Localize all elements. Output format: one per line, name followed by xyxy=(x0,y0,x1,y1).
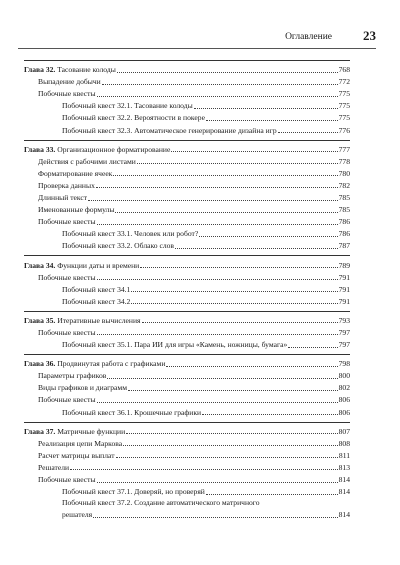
toc-entry-text: Побочные квесты xyxy=(38,89,96,99)
chapter-title: Итеративные вычисления xyxy=(55,315,141,325)
toc-entry-text: Побочный квест 37.1. Доверяй, но проверяй xyxy=(62,487,205,497)
toc-entry-page: 802 xyxy=(338,383,350,393)
toc-entry-text: Именованные формулы xyxy=(38,205,115,215)
toc-entry-text: Побочные квесты xyxy=(38,272,96,282)
dot-leader xyxy=(171,151,337,152)
dot-leader xyxy=(131,291,337,292)
chapter-number: Глава 34. xyxy=(24,260,56,270)
toc-entry[interactable] xyxy=(24,405,350,417)
toc-entry-page: 785 xyxy=(338,205,350,215)
dot-leader xyxy=(278,132,338,133)
toc-entry[interactable] xyxy=(24,203,350,215)
chapter-title: Функции даты и времени xyxy=(55,260,140,270)
toc-entry[interactable] xyxy=(24,239,350,251)
chapter-title: Тасование колоды xyxy=(55,65,116,75)
table-of-contents xyxy=(24,60,350,524)
toc-entry[interactable] xyxy=(24,473,350,485)
chapter-page: 807 xyxy=(338,426,350,436)
toc-chapter xyxy=(24,354,350,417)
toc-entry-text: Расчет матрицы выплат xyxy=(38,450,115,460)
toc-entry[interactable] xyxy=(24,326,350,338)
chapter-label xyxy=(24,65,116,75)
dot-leader xyxy=(137,163,338,164)
toc-entry-page: 800 xyxy=(338,371,350,381)
chapter-number: Глава 32. xyxy=(24,65,56,75)
toc-entry-page: 785 xyxy=(338,193,350,203)
dot-leader xyxy=(96,187,338,188)
toc-entry-page: 775 xyxy=(338,89,350,99)
toc-entry-text: Побочные квесты xyxy=(38,217,96,227)
dot-leader xyxy=(166,366,337,367)
toc-entry-text: Побочный квест 36.1. Крошечные графики xyxy=(62,407,202,417)
chapter-number: Глава 37. xyxy=(24,426,56,436)
toc-entry-text: Побочный квест 34.1 xyxy=(62,284,131,294)
toc-entry[interactable] xyxy=(24,191,350,203)
toc-entry-text: Длинный текст xyxy=(38,193,88,203)
toc-entry-page: 791 xyxy=(338,284,350,294)
toc-entry-page: 780 xyxy=(338,168,350,178)
chapter-title: Матричные функции xyxy=(55,426,126,436)
toc-entry-page: 811 xyxy=(338,450,350,460)
toc-chapter xyxy=(24,140,350,252)
toc-chapter-entry[interactable] xyxy=(24,63,350,75)
toc-entry[interactable] xyxy=(24,99,350,111)
toc-entry-page: 776 xyxy=(338,125,350,135)
toc-entry[interactable] xyxy=(24,75,350,87)
toc-entry-page: 775 xyxy=(338,113,350,123)
toc-entry-text: Форматирование ячеек xyxy=(38,168,113,178)
toc-entry-text: Действия с рабочими листами xyxy=(38,156,136,166)
toc-entry-page: 814 xyxy=(338,475,350,484)
toc-entry-page: 797 xyxy=(338,340,350,350)
dot-leader xyxy=(97,96,338,97)
toc-entry-page: 797 xyxy=(338,327,350,337)
dot-leader xyxy=(97,482,338,483)
dot-leader xyxy=(288,347,337,348)
toc-entry-text: Решатели xyxy=(38,462,70,472)
toc-entry-page: 791 xyxy=(338,296,350,306)
toc-entry-text: Побочный квест 35.1. Пара ИИ для игры «Камень, ножницы, бумага» xyxy=(62,340,288,350)
toc-chapter-entry[interactable] xyxy=(24,143,350,155)
toc-entry[interactable] xyxy=(24,179,350,191)
dot-leader xyxy=(117,72,338,73)
toc-entry-text: Побочные квесты xyxy=(38,395,96,405)
toc-entry-page: 808 xyxy=(338,438,350,448)
toc-entry-text: Проверка данных xyxy=(38,180,95,190)
toc-entry-page: 772 xyxy=(338,77,350,87)
toc-entry[interactable] xyxy=(24,167,350,179)
toc-chapter-entry[interactable] xyxy=(24,357,350,369)
toc-entry-text-line1: Побочный квест 37.2. Создание автоматического матричного xyxy=(62,498,260,508)
toc-entry-text: Побочный квест 34.2 xyxy=(62,296,131,306)
dot-leader xyxy=(131,303,337,304)
toc-entry[interactable] xyxy=(24,295,350,307)
chapter-page: 768 xyxy=(338,65,350,75)
toc-entry[interactable] xyxy=(24,155,350,167)
chapter-page: 793 xyxy=(338,315,350,325)
dot-leader xyxy=(107,378,337,379)
toc-entry-text: Побочные квесты xyxy=(38,327,96,337)
toc-entry-text: Побочный квест 33.2. Облако слов xyxy=(62,241,175,251)
chapter-label xyxy=(24,427,125,437)
dot-leader xyxy=(97,224,338,225)
dot-leader xyxy=(70,469,338,470)
toc-entry[interactable] xyxy=(24,111,350,123)
toc-entry-page: 806 xyxy=(338,407,350,417)
toc-entry-text: Параметры графиков xyxy=(38,371,107,381)
chapter-number: Глава 36. xyxy=(24,359,56,369)
toc-chapter xyxy=(24,422,350,521)
toc-entry-page: 786 xyxy=(338,217,350,227)
toc-entry[interactable] xyxy=(24,508,350,520)
toc-entry-text: Побочный квест 32.3. Автоматическое генерирование дизайна игр xyxy=(62,125,277,135)
toc-entry[interactable] xyxy=(24,87,350,99)
toc-entry-text: Побочный квест 32.1. Тасование колоды xyxy=(62,101,193,111)
toc-entry-text-line2: решателя xyxy=(62,510,93,520)
dot-leader xyxy=(175,248,338,249)
page-number: 23 xyxy=(363,28,376,43)
toc-entry[interactable] xyxy=(24,461,350,473)
toc-entry[interactable] xyxy=(24,215,350,227)
toc-entry[interactable] xyxy=(24,338,350,350)
chapter-label xyxy=(24,359,165,369)
dot-leader xyxy=(142,322,338,323)
toc-entry-text: Побочные квесты xyxy=(38,475,96,484)
dot-leader xyxy=(102,84,338,85)
dot-leader xyxy=(123,445,338,446)
toc-chapter-entry[interactable] xyxy=(24,314,350,326)
chapter-label xyxy=(24,145,170,155)
toc-entry-text: Выпадение добычи xyxy=(38,77,101,87)
toc-entry-text: Виды графиков и диаграмм xyxy=(38,383,127,393)
toc-entry-page: 813 xyxy=(338,462,350,472)
header-title: Оглавление xyxy=(285,32,332,42)
toc-entry-page: 791 xyxy=(338,272,350,282)
chapter-label xyxy=(24,261,139,271)
dot-leader xyxy=(93,517,337,518)
toc-entry[interactable] xyxy=(24,123,350,135)
dot-leader xyxy=(128,390,338,391)
toc-chapter xyxy=(24,255,350,306)
toc-entry[interactable] xyxy=(24,437,350,449)
toc-entry[interactable] xyxy=(24,393,350,405)
dot-leader xyxy=(206,120,338,121)
chapter-number: Глава 35. xyxy=(24,315,56,325)
toc-entry[interactable] xyxy=(24,449,350,461)
dot-leader xyxy=(115,212,337,213)
toc-entry[interactable] xyxy=(24,271,350,283)
chapter-page: 777 xyxy=(338,144,350,154)
dot-leader xyxy=(116,457,338,458)
toc-entry-text: Реализация цепи Маркова xyxy=(38,438,123,448)
toc-entry[interactable] xyxy=(24,381,350,393)
dot-leader xyxy=(199,236,337,237)
chapter-title: Продвинутая работа с графиками xyxy=(55,359,166,369)
toc-entry-text: Побочный квест 32.2. Вероятности в покере xyxy=(62,113,205,123)
chapter-page: 798 xyxy=(338,359,350,369)
dot-leader xyxy=(194,108,338,109)
toc-entry[interactable] xyxy=(24,369,350,381)
toc-entry-page: 775 xyxy=(338,101,350,111)
dot-leader xyxy=(97,402,338,403)
chapter-page: 789 xyxy=(338,260,350,270)
toc-entry-text: Побочный квест 33.1. Человек или робот? xyxy=(62,229,199,239)
chapter-title: Организационное форматирование xyxy=(55,144,171,154)
dot-leader xyxy=(113,175,337,176)
dot-leader xyxy=(140,267,337,268)
chapter-label xyxy=(24,316,141,326)
toc-chapter-entry[interactable] xyxy=(24,425,350,437)
toc-entry[interactable] xyxy=(24,227,350,239)
dot-leader xyxy=(88,200,338,201)
toc-entry-page: 806 xyxy=(338,395,350,405)
running-header xyxy=(18,28,376,49)
toc-chapter xyxy=(24,311,350,350)
toc-entry[interactable] xyxy=(24,485,350,497)
dot-leader xyxy=(206,494,338,495)
dot-leader xyxy=(97,279,338,280)
dot-leader xyxy=(202,414,337,415)
toc-entry-page: 814 xyxy=(338,487,350,497)
toc-entry-page: 814 xyxy=(338,510,350,520)
toc-entry-page: 778 xyxy=(338,156,350,166)
toc-chapter-entry[interactable] xyxy=(24,258,350,270)
chapter-number: Глава 33. xyxy=(24,144,56,154)
toc-entry[interactable] xyxy=(24,283,350,295)
toc-chapter xyxy=(24,60,350,136)
dot-leader xyxy=(97,334,338,335)
toc-entry-page: 786 xyxy=(338,229,350,239)
toc-entry-page: 787 xyxy=(338,241,350,251)
dot-leader xyxy=(126,433,337,434)
toc-entry-page: 782 xyxy=(338,180,350,190)
